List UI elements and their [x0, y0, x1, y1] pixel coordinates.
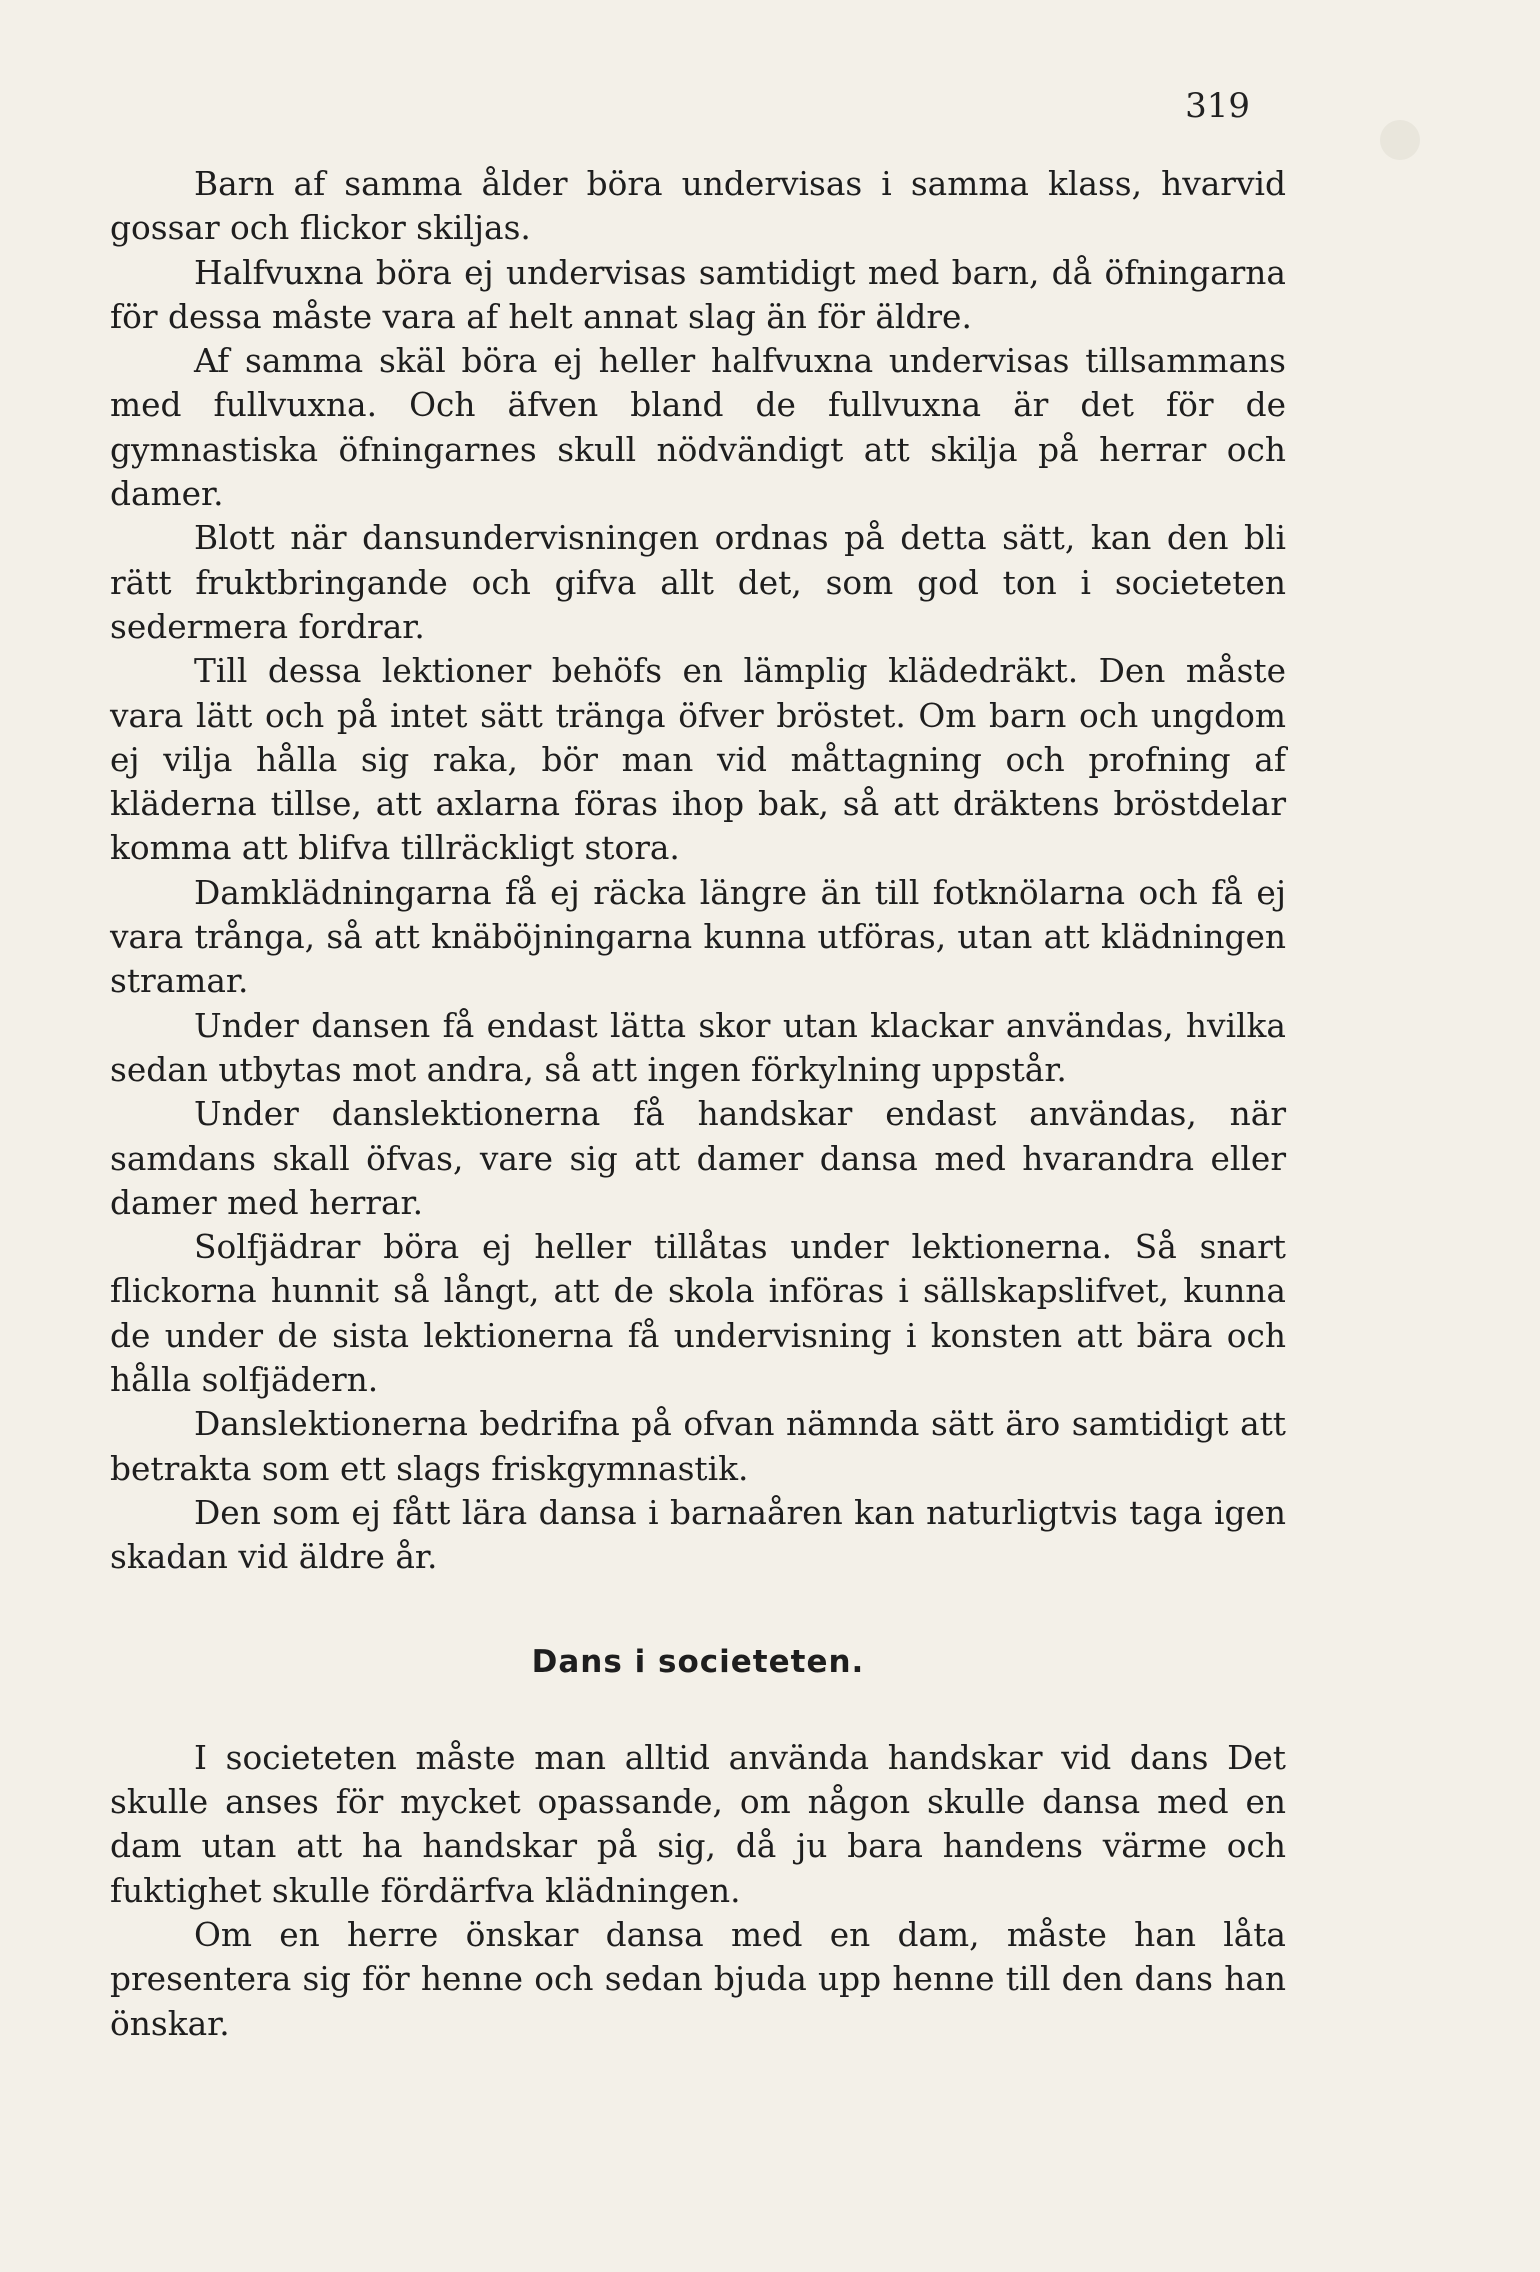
paragraph: Solfjädrar böra ej heller tillåtas under lektionerna. Så snart flickorna hunnit så långt, att de skola införas i sällskapslifvet, kunna de under de sista lektionerna få undervisning i konsten att bära och hålla solfjädern.: [110, 1228, 1286, 1400]
paragraph: Under dansen få endast lätta skor utan klackar användas, hvilka sedan utbytas mot andra, så att ingen förkylning uppstår.: [110, 1006, 1286, 1089]
paragraph: Blott när dansundervisningen ordnas på detta sätt, kan den bli rätt fruktbringande och gifva allt det, som god ton i societeten sedermera fordrar.: [110, 519, 1286, 646]
paragraph: Den som ej fått lära dansa i barnaåren kan naturligtvis taga igen skadan vid äldre år.: [110, 1493, 1286, 1577]
paragraph: Under danslektionerna få handskar endast användas, när samdans skall öfvas, vare sig att damer dansa med hvarandra eller damer med herrar.: [110, 1095, 1286, 1222]
body-text: [110, 162, 1286, 2046]
paragraph: Till dessa lektioner behöfs en lämplig klädedräkt. Den måste vara lätt och på intet sätt tränga öfver bröstet. Om barn och ungdom ej vilja hålla sig raka, bör man vid måttagning och profning af kläderna tillse, att axlarna föras ihop bak, så att dräktens bröstdelar komma att blifva tillräckligt stora.: [110, 652, 1286, 868]
paper-stain: [1380, 120, 1420, 160]
page-number: 319: [1185, 86, 1250, 126]
paragraph: Halfvuxna böra ej undervisas samtidigt med barn, då öfningarna för dessa måste vara af helt annat slag än för äldre.: [110, 253, 1286, 336]
paragraph: Af samma skäl böra ej heller halfvuxna undervisas tillsammans med fullvuxna. Och äfven bland de fullvuxna är det för de gymnastiska öfningarnes skull nödvändigt att skilja på herrar och damer.: [110, 342, 1286, 514]
paragraph: I societeten måste man alltid använda handskar vid dans Det skulle anses för mycket opassande, om någon skulle dansa med en dam utan att ha handskar på sig, då ju bara handens värme och fuktighet skulle fördärfva klädningen.: [110, 1738, 1286, 1910]
section-heading: Dans i societeten.: [531, 1643, 865, 1680]
paragraph: Damklädningarna få ej räcka längre än till fotknölarna och få ej vara trånga, så att knäböjningarna kunna utföras, utan att klädningen stramar.: [110, 873, 1286, 1001]
paragraph: Om en herre önskar dansa med en dam, måste han låta presentera sig för henne och sedan bjuda upp henne till den dans han önskar.: [110, 1915, 1286, 2043]
paragraph: Danslektionerna bedrifna på ofvan nämnda sätt äro samtidigt att betrakta som ett slags friskgymnastik.: [110, 1405, 1286, 1488]
paragraph: Barn af samma ålder böra undervisas i samma klass, hvarvid gossar och flickor skiljas.: [110, 165, 1286, 248]
